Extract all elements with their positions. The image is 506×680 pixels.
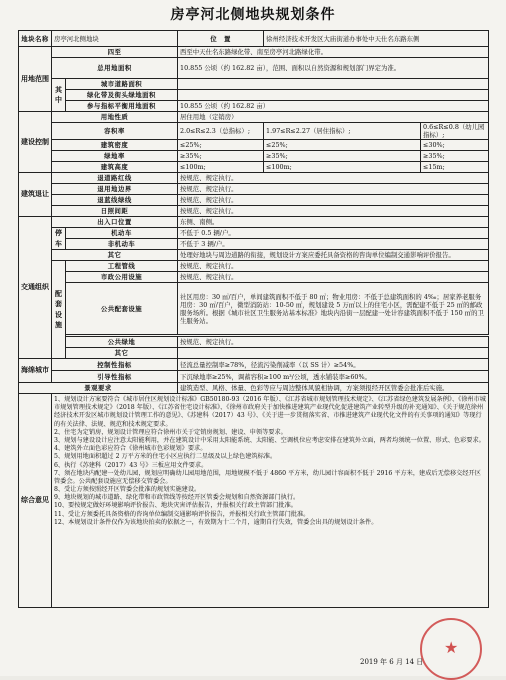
- municipal-label: 市政公用设施: [66, 272, 178, 283]
- sponge-guide-label: 引导性指标: [52, 371, 178, 383]
- calc-area-label: 参与指标平衡用地面积: [66, 101, 178, 112]
- position-label: 位 置: [178, 31, 264, 47]
- entry-label: 出入口位置: [52, 217, 178, 228]
- setback-label: 日照间距: [52, 206, 178, 217]
- landscape-value: 建筑造型、风格、体量、色彩等应与周边整体风貌相协调，方案须报经开区管委会批准后实施。: [178, 383, 489, 394]
- density-label: 建筑密度: [52, 140, 178, 151]
- boundary-label: 四至: [52, 47, 178, 58]
- calc-area-value: 10.855 公顷（约 162.82 亩）: [178, 101, 489, 112]
- traffic-category: 交通组织: [19, 217, 52, 359]
- opinion-content: [52, 394, 489, 608]
- road-area-label: 城市道路面积: [66, 79, 178, 90]
- green-ratio-label: 绿地率: [52, 151, 178, 162]
- opinion-category: 综合意见: [19, 394, 52, 608]
- nonmotor-label: 非机动车: [66, 239, 178, 250]
- among-label: 其中: [52, 79, 66, 112]
- opinion-item: 12、本规划设计条件仅作为该地块拍卖的依据之一，有效期为十二个月，逾期自行失效，管委会出具的规划设计条件。: [54, 518, 378, 526]
- sponge-guide-value: 下沉绿地率≥25%，调蓄容积≥100 m³/公顷，透水铺装率≥60%。: [178, 371, 489, 383]
- height-total: ≤100m;: [178, 162, 264, 173]
- opinion-item: 6、执行《苏建科（2017）43 号》三板应用文件要求。: [54, 461, 208, 469]
- pipe-value: 按规范、规定执行。: [178, 261, 489, 272]
- opinion-item: 9、地块规划的城市道路、绿化带和市政管线等按经开区管委会规划和自然资源部门执行。: [54, 494, 300, 502]
- issue-date: 2019 年 6 月 14 日: [360, 658, 424, 666]
- far-total: 2.0≤R≤2.3（总指标）;: [178, 123, 264, 140]
- facility-category: 配套设施: [52, 261, 66, 359]
- green-ratio-residential: ≥35%;: [264, 151, 421, 162]
- opinion-item: 5、规划用地面积超过 2 万平方米的住宅小区应执行二星级及以上绿色建筑标准。: [54, 453, 277, 461]
- parking-label: 停车: [52, 228, 66, 250]
- height-label: 建筑高度: [52, 162, 178, 173]
- density-residential: ≤25%;: [264, 140, 421, 151]
- motor-label: 机动车: [66, 228, 178, 239]
- municipal-value: 按规范、规定执行。: [178, 272, 489, 283]
- setback-category: 建筑退让: [19, 173, 52, 217]
- far-kindergarten: 0.6≤R≤0.8（幼儿园指标）;: [421, 123, 489, 140]
- motor-value: 不低于 0.5 辆/户。: [178, 228, 489, 239]
- green-ratio-total: ≥35%;: [178, 151, 264, 162]
- opinion-item: 4、建筑外立面色彩应符合《徐州城市色彩规划》要求。: [54, 445, 207, 453]
- planning-conditions-table: [18, 30, 489, 608]
- nonmotor-value: 不低于 3 辆/户。: [178, 239, 489, 250]
- nature-value: 居住用地（定销房）: [178, 112, 489, 123]
- seal-star-icon: ★: [444, 638, 459, 657]
- total-area-value: 10.855 公顷（约 162.82 亩），范围、面积以自然资源和规划部门界定为准。: [178, 58, 489, 79]
- sponge-control-value: 径流总量控制率≥78%，径流污染削减率（以 SS 计）≥54%。: [178, 359, 489, 371]
- nature-label: 用地性质: [52, 112, 178, 123]
- name-value: 房亭河北侧地块: [52, 31, 178, 47]
- total-area-label: 总用地面积: [52, 58, 178, 79]
- entry-value: 东侧、南侧。: [178, 217, 489, 228]
- setback-label: 退用地边界: [52, 184, 178, 195]
- road-area-value: [178, 79, 489, 90]
- setback-label: 退蓝线绿线: [52, 195, 178, 206]
- green-area-label: 绿化带及街头绿地面积: [66, 90, 178, 101]
- name-label: 地块名称: [19, 31, 52, 47]
- far-label: 容积率: [52, 123, 178, 140]
- opinion-item: 2、住宅为定销房，规划设计管理应符合徐州市关于定销房规划、建设、申领等要求。: [54, 428, 287, 436]
- opinion-item: 3、规划与建设设计应注意太阳能利用，并在建筑设计中采用太阳能系统、太阳能、空调机位应考虑安排在建筑外立面，两者均须统一位置、形式、色彩要求。: [54, 436, 485, 444]
- setback-value: 按规范、规定执行。: [178, 184, 489, 195]
- setback-label: 退道路红线: [52, 173, 178, 184]
- facility-other-label: 其它: [66, 348, 178, 359]
- public-green-label: 公共绿地: [66, 337, 178, 348]
- boundary-value: 西至中天仕名东路绿化带、南至房亭河北路绿化带。: [178, 47, 489, 58]
- opinion-item: 11、受让方须委托具备资格的咨询单位编制交通影响评价报告，并报相关行政主管部门批准。: [54, 510, 310, 518]
- build-category: 建设控制: [19, 112, 52, 173]
- opinion-item: 7、须在地块内配建一处幼儿园，规划应明确幼儿园用地范围，用地规模不低于 4860 平方米，幼儿园计容面积不低于 2916 平方米，建成后无偿移交经开区管委会。公共配套设施应无偿移交管委会。: [54, 469, 481, 485]
- facility-other-value: [178, 348, 489, 359]
- opinion-item: 1、规划设计方案要符合《城市居住区规划设计标准》GB50180-93（2016 年版）、《江苏省城市规划管理技术规定》、《江苏省绿色建筑发展条例》、《徐州市城市规划管理技术规定》（2018 年版）、《江苏省住宅设计标准》、《徐州市政府关于加快推进建筑产业现代化促进建筑产业转型升级的补充通知》、《关于规范徐州经济技术开发区城市规划设计管理工作的意见》、《苏建科（2017）43 号》、《关于进一步贯彻落实省、市推进建筑产业现代化文件的有关事项的通知》等现行的有关法律、法规、规范和技术规定要求。: [54, 396, 486, 428]
- height-kindergarten: ≤15m;: [421, 162, 489, 173]
- traffic-other-label: 其它: [52, 250, 178, 261]
- traffic-other-value: 处理好地块与周边道路的衔接，规划设计方案应委托具备资格的咨询单位编制交通影响评价报告。: [178, 250, 489, 261]
- setback-value: 按规范、规定执行。: [178, 173, 489, 184]
- pipe-label: 工程管线: [66, 261, 178, 272]
- density-total: ≤25%;: [178, 140, 264, 151]
- green-area-value: [178, 90, 489, 101]
- green-ratio-kindergarten: ≥35%;: [421, 151, 489, 162]
- document-title: 房亭河北侧地块规划条件: [170, 7, 336, 23]
- sponge-control-label: 控制性指标: [52, 359, 178, 371]
- opinion-item: 8、受让方须按照经开区管委会批准的规划实施建设。: [54, 486, 201, 494]
- public-facility-label: 公共配套设施: [66, 283, 178, 335]
- opinion-item: 10、要按规定做好环境影响评价报告、地块灾害评估报告，并报相关行政主管部门批准。: [54, 502, 297, 510]
- far-residential: 1.97≤R≤2.27（居住指标）;: [264, 123, 421, 140]
- setback-value: 按规范、规定执行。: [178, 206, 489, 217]
- official-seal: [420, 618, 482, 680]
- setback-value: 按规范、规定执行。: [178, 195, 489, 206]
- height-residential: ≤100m;: [264, 162, 421, 173]
- land-category: 用地范围: [19, 47, 52, 112]
- sponge-category: 海绵城市: [19, 359, 52, 383]
- landscape-label: 景观要求: [19, 383, 178, 394]
- position-value: 徐州经济技术开发区大庙街道办事处中天仕名东路东侧: [264, 31, 489, 47]
- public-green-value: 按规范、规定执行。: [178, 337, 489, 348]
- public-facility-value: 社区用房：30 ㎡/百户，单间建筑面积不低于 80 ㎡；物业用房：不低于总建筑面积的 4‰；居家养老服务用房：30 ㎡/百户，微型消防站：10-50 ㎡，规划建设 5 万㎡以上的住宅小区，需配建不低于 25 ㎡的邮政服务场所。根据《城市社区卫生服务站基本标准》地块内沿街一层配建一处计容建筑面积不低于 150 ㎡的卫生服务站。: [178, 283, 489, 335]
- density-kindergarten: ≤30%;: [421, 140, 489, 151]
